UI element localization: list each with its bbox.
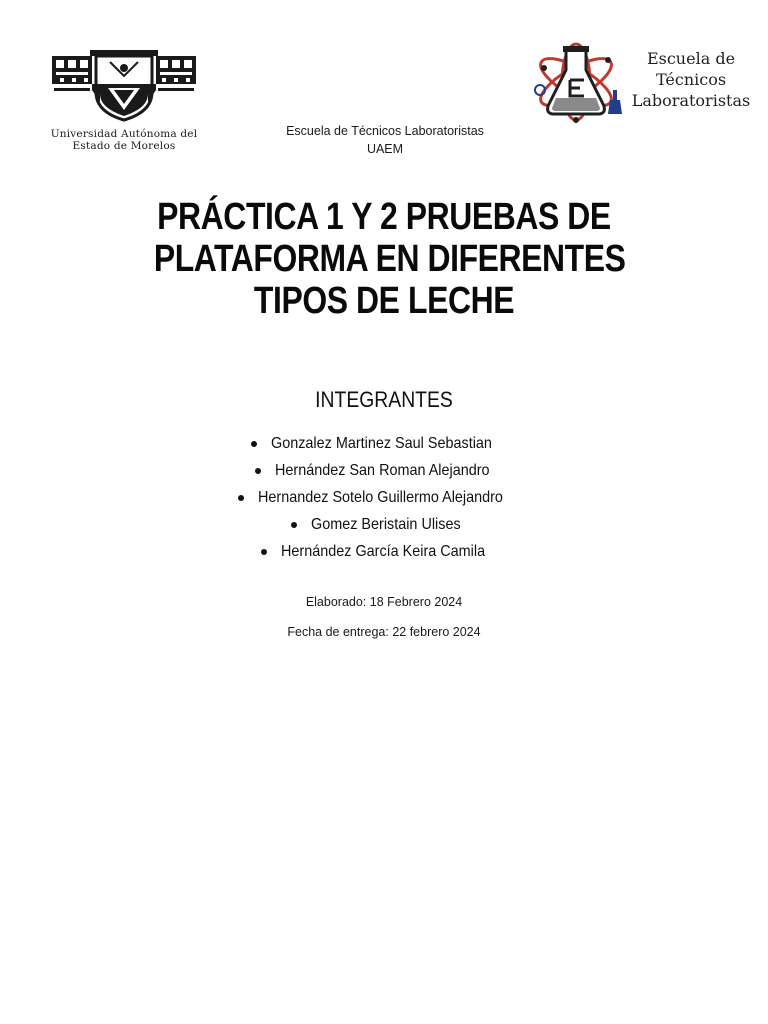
university-name-line2: Estado de Morelos [72,140,176,152]
uaem-logo [38,46,210,156]
uaem-crest-icon [50,46,198,122]
list-item [180,484,588,511]
escuela-logo [530,40,760,126]
list-item [180,538,588,565]
escuela-logo-line2: Técnicos [655,70,727,89]
member-name: Gonzalez Martinez Saul Sebastian [271,434,493,452]
university-name [38,128,210,152]
title-line1: PRÁCTICA 1 Y 2 PRUEBAS DE [157,196,611,238]
members-list [180,430,588,565]
list-item [180,511,588,538]
bullet-icon [238,495,244,501]
document-title [153,196,626,322]
member-name: Hernández García Keira Camila [280,542,485,560]
escuela-logo-line3: Laboratoristas [631,91,751,110]
elaborated-date: Elaborado: 18 Febrero 2024 [305,595,463,609]
escuela-logo-text [622,48,760,111]
institution-name: UAEM [366,142,404,156]
title-line3: TIPOS DE LECHE [253,280,515,322]
bullet-icon [251,441,257,447]
list-item [180,457,588,484]
school-name: Escuela de Técnicos Laboratoristas [286,124,484,138]
title-line2: PLATAFORMA EN DIFERENTES [153,238,626,280]
bullet-icon [261,549,267,555]
delivery-date: Fecha de entrega: 22 febrero 2024 [287,625,481,639]
university-name-line1: Universidad Autónoma del [50,128,198,140]
members-heading: INTEGRANTES [315,387,453,412]
laboratory-flask-atom-icon [530,40,626,124]
member-name: Gomez Beristain Ulises [310,515,461,533]
member-name: Hernández San Roman Alejandro [274,461,490,479]
escuela-logo-line1: Escuela de [646,49,736,68]
school-header [230,122,540,158]
list-item [180,430,588,457]
bullet-icon [291,522,297,528]
bullet-icon [255,468,261,474]
member-name: Hernandez Sotelo Guillermo Alejandro [257,488,503,506]
